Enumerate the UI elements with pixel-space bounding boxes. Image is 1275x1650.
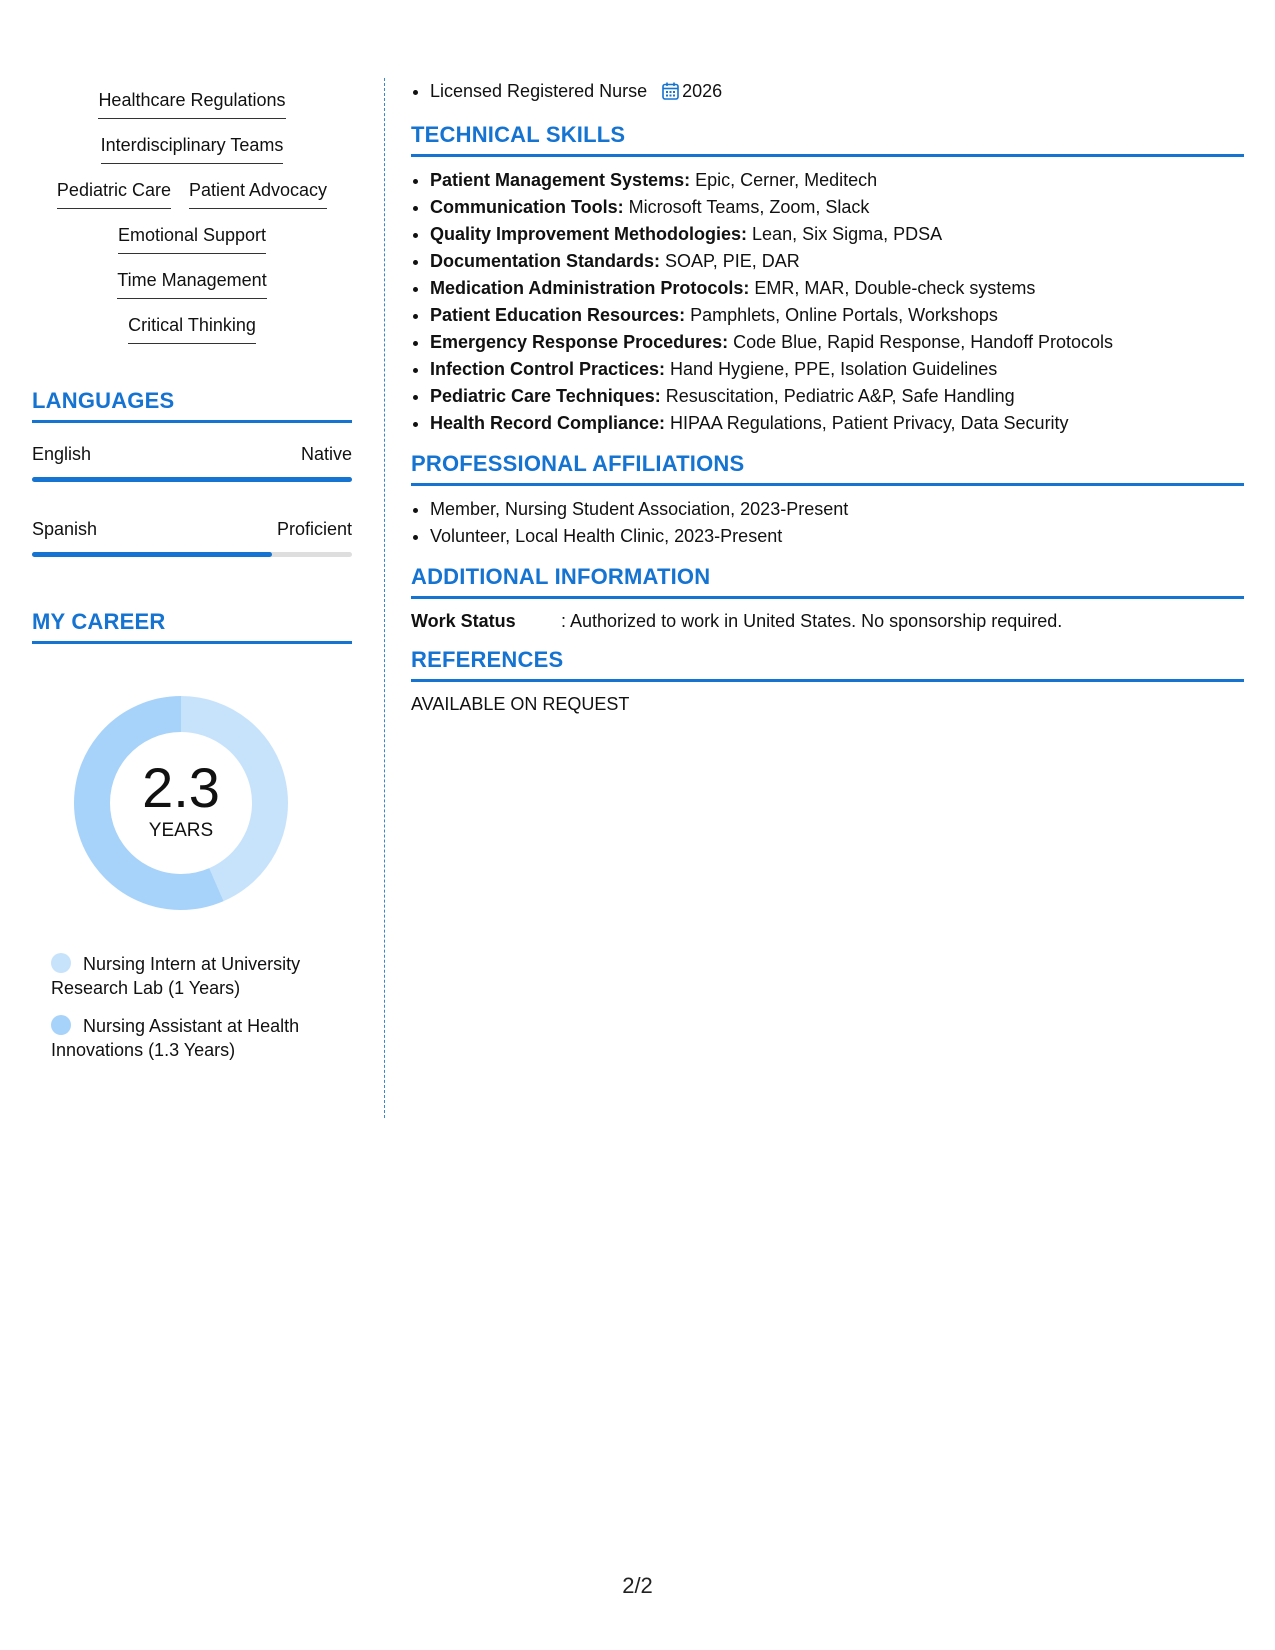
skill-tag-row: [32, 133, 352, 178]
technical-skill-item: [430, 383, 1244, 410]
language-bar-fill: [32, 477, 352, 482]
languages-section: [32, 388, 352, 557]
technical-skills-section: [411, 122, 1244, 437]
work-status-row: [411, 609, 1244, 633]
references-text: AVAILABLE ON REQUEST: [411, 694, 630, 714]
legend-label: Nursing Assistant at Health Innovations (1.3 Years): [51, 1016, 300, 1060]
languages-title: LANGUAGES: [32, 388, 352, 423]
technical-skills-title: TECHNICAL SKILLS: [411, 122, 1244, 157]
skill-tag-row: [32, 88, 352, 133]
skill-tag: Healthcare Regulations: [98, 88, 285, 119]
career-legend: [51, 952, 341, 1062]
references-title: REFERENCES: [411, 647, 1244, 682]
skill-tag-row: [32, 223, 352, 268]
certification-name: Licensed Registered Nurse: [430, 81, 648, 101]
career-legend-item: [51, 1014, 341, 1062]
language-bar-fill: [32, 552, 272, 557]
technical-skill-value: Resuscitation, Pediatric A&P, Safe Handling: [660, 386, 1015, 406]
technical-skill-label: Infection Control Practices:: [430, 359, 666, 379]
work-status-value: : Authorized to work in United States. No sponsorship required.: [561, 611, 1063, 631]
certification-year: 2026: [682, 81, 723, 101]
technical-skill-label: Patient Management Systems:: [430, 170, 691, 190]
technical-skill-label: Patient Education Resources:: [430, 305, 686, 325]
skill-tag: Patient Advocacy: [189, 178, 327, 209]
technical-skill-value: Lean, Six Sigma, PDSA: [747, 224, 943, 244]
skill-tag-row: [32, 313, 352, 358]
affiliations-section: [411, 451, 1244, 550]
technical-skill-item: [430, 167, 1244, 194]
technical-skill-label: Quality Improvement Methodologies:: [430, 224, 748, 244]
affiliations-title: PROFESSIONAL AFFILIATIONS: [411, 451, 1244, 486]
affiliation-item: • Volunteer, Local Health Clinic, 2023-Present: [430, 523, 1244, 550]
technical-skill-value: Microsoft Teams, Zoom, Slack: [623, 197, 870, 217]
language-name: English: [32, 444, 92, 464]
career-section: [32, 609, 352, 1062]
technical-skill-label: Pediatric Care Techniques:: [430, 386, 661, 406]
certification-item: [430, 78, 1244, 108]
language-level: Native: [300, 444, 352, 464]
technical-skill-value: Pamphlets, Online Portals, Workshops: [685, 305, 998, 325]
skill-tag-row: [32, 178, 352, 223]
technical-skill-value: Epic, Cerner, Meditech: [690, 170, 878, 190]
skill-tag: Pediatric Care: [57, 178, 171, 209]
technical-skill-item: [430, 221, 1244, 248]
skill-tags: [32, 88, 352, 358]
skill-tag-row: [32, 268, 352, 313]
left-column: [32, 80, 352, 1076]
page-number: 2/2: [622, 1573, 653, 1598]
language-item: [32, 518, 352, 557]
technical-skills-list: [411, 167, 1244, 437]
column-divider: [384, 78, 385, 1118]
career-unit: YEARS: [148, 820, 214, 841]
language-item: [32, 443, 352, 482]
technical-skill-label: Health Record Compliance:: [430, 413, 666, 433]
work-status-label: Work Status: [411, 611, 516, 631]
technical-skill-value: Hand Hygiene, PPE, Isolation Guidelines: [665, 359, 998, 379]
technical-skill-label: Communication Tools:: [430, 197, 624, 217]
skill-tag: Emotional Support: [118, 223, 266, 254]
technical-skill-value: Code Blue, Rapid Response, Handoff Protocols: [728, 332, 1114, 352]
technical-skill-label: Medication Administration Protocols:: [430, 278, 750, 298]
legend-dot: [51, 953, 71, 973]
technical-skill-item: [430, 194, 1244, 221]
right-column: [411, 78, 1244, 716]
legend-label: Nursing Intern at University Research Lab (1 Years): [51, 954, 301, 998]
technical-skill-label: Emergency Response Procedures:: [430, 332, 729, 352]
career-title: MY CAREER: [32, 609, 352, 644]
affiliation-item: • Member, Nursing Student Association, 2023-Present: [430, 496, 1244, 523]
technical-skill-value: EMR, MAR, Double-check systems: [749, 278, 1036, 298]
career-legend-item: [51, 952, 341, 1000]
language-bar: [32, 477, 352, 482]
technical-skill-item: [430, 329, 1244, 356]
skill-tag: Interdisciplinary Teams: [101, 133, 284, 164]
career-total: 2.3: [142, 756, 220, 819]
technical-skill-item: [430, 275, 1244, 302]
certification-list: [411, 78, 1244, 108]
technical-skill-item: [430, 356, 1244, 383]
skill-tag: Time Management: [117, 268, 266, 299]
technical-skill-value: HIPAA Regulations, Patient Privacy, Data Security: [665, 413, 1069, 433]
language-bar: [32, 552, 352, 557]
language-level: Proficient: [276, 519, 352, 539]
legend-dot: [51, 1015, 71, 1035]
technical-skill-label: Documentation Standards:: [430, 251, 661, 271]
additional-info-title: ADDITIONAL INFORMATION: [411, 564, 1244, 599]
technical-skill-item: [430, 410, 1244, 437]
skill-tag: Critical Thinking: [128, 313, 256, 344]
career-donut: [66, 688, 296, 918]
technical-skill-item: [430, 302, 1244, 329]
technical-skill-item: [430, 248, 1244, 275]
additional-info-section: [411, 564, 1244, 633]
references-section: [411, 647, 1244, 716]
language-name: Spanish: [32, 519, 98, 539]
calendar-icon: [662, 81, 679, 108]
technical-skill-value: SOAP, PIE, DAR: [660, 251, 800, 271]
affiliations-list: [411, 496, 1244, 550]
